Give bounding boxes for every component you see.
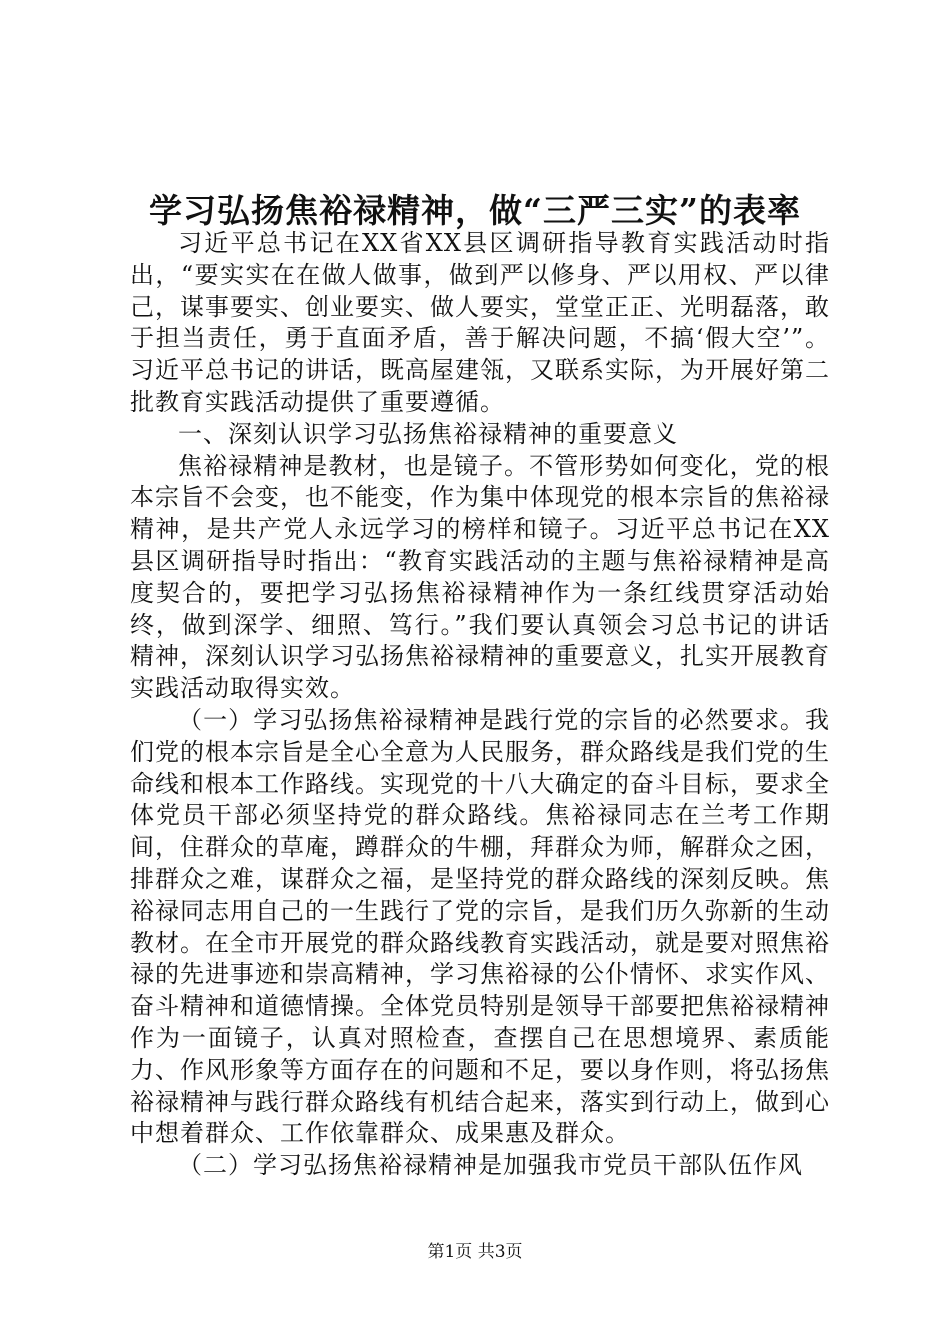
page-number-footer: 第1页 共3页 bbox=[427, 1242, 523, 1262]
section-heading-1: 一、深刻认识学习弘扬焦裕禄精神的重要意义 bbox=[178, 419, 678, 448]
paragraph-subsection-1: （一）学习弘扬焦裕禄精神是践行党的宗旨的必然要求。我们党的根本宗旨是全心全意为人民服务，群众路线是我们党的生命线和根本工作路线。实现党的十八大确定的奋斗目标，要求全体党员干部必须坚持党的群众路线。焦裕禄同志在兰考工作期间，住群众的草庵，蹲群众的牛棚，拜群众为师，解群众之困，排群众之难，谋群众之福，是坚持党的群众路线的深刻反映。焦裕禄同志用自己的一生践行了党的宗旨，是我们历久弥新的生动教材。在全市开展党的群众路线教育实践活动，就是要对照焦裕禄的先进事迹和崇高精神，学习焦裕禄的公仆情怀、求实作风、奋斗精神和道德情操。全体党员特别是领导干部要把焦裕禄精神作为一面镜子，认真对照检查，查摆自己在思想境界、素质能力、作风形象等方面存在的问题和不足，要以身作则，将弘扬焦裕禄精神与践行群众路线有机结合起来，落实到行动上，做到心中想着群众、工作依靠群众、成果惠及群众。 bbox=[130, 705, 830, 1148]
paragraph-section-1: 焦裕禄精神是教材，也是镜子。不管形势如何变化，党的根本宗旨不会变，也不能变，作为集中体现党的根本宗旨的焦裕禄精神，是共产党人永远学习的榜样和镜子。习近平总书记在XX县区调研指导时指出：“教育实践活动的主题与焦裕禄精神是高度契合的，要把学习弘扬焦裕禄精神作为一条红线贯穿活动始终，做到深学、细照、笃行。”我们要认真领会习总书记的讲话精神，深刻认识学习弘扬焦裕禄精神的重要意义，扎实开展教育实践活动取得实效。 bbox=[130, 451, 830, 703]
paragraph-intro: 习近平总书记在XX省XX县区调研指导教育实践活动时指出，“要实实在在做人做事，做到严以修身、严以用权、严以律己，谋事要实、创业要实、做人要实，堂堂正正、光明磊落，敢于担当责任，勇于直面矛盾，善于解决问题，不搞‘假大空’”。习近平总书记的讲话，既高屋建瓴，又联系实际，为开展好第二批教育实践活动提供了重要遵循。 bbox=[130, 229, 830, 416]
document-title: 学习弘扬焦裕禄精神，做“三严三实”的表率 bbox=[149, 191, 801, 230]
document-body bbox=[130, 228, 830, 1182]
paragraph-subsection-2: （二）学习弘扬焦裕禄精神是加强我市党员干部队伍作风 bbox=[178, 1151, 803, 1180]
